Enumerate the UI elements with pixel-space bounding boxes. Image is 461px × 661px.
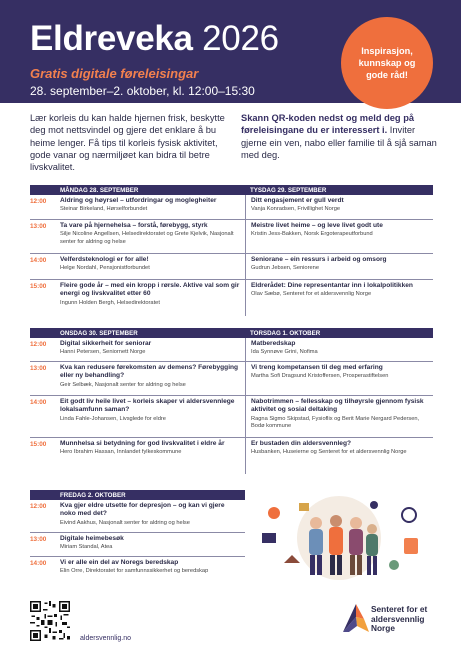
organization-name: Senteret for et aldersvennlig Norge: [371, 604, 428, 633]
lecture-cell: Aldring og høyrsel – utfordringar og moglegheiter Steinar Birkeland, Hørselforbundet: [60, 197, 217, 213]
lecture-cell: Digital sikkerheit for seniorar Hanni Petersen, Seniornett Norge: [60, 340, 152, 356]
page-title: Eldreveka 2026: [30, 19, 279, 58]
lecture-cell: Ditt engasjement er gull verdt Vanja Konradsen, Frivillighet Norge: [245, 195, 433, 219]
lecture-cell: Kva kan redusere førekomsten av demens? Førebygging eller ny behandling? Geir Selbæk, Nasjonalt senter for aldring og helse: [60, 364, 239, 388]
lecture-cell: Kva gjer eldre utsette for depresjon – og kan vi gjere noko med det? Eivind Aakhus, Nasjonalt senter for aldring og helse: [60, 502, 225, 526]
lecture-cell: Vi er alle ein del av Noregs beredskap Elin Orre, Direktoratet for samfunnssikkerhet og beredskap: [60, 559, 209, 575]
schedule-row: 13:00 Kva kan redusere førekomsten av demens? Førebygging eller ny behandling? Geir Selbæk, Nasjonalt senter for aldring og helse Vi treng kompetansen til deg med erfaring Martha Sofi Dragsund Kristoffersen, Prosperastiftelsen: [30, 362, 433, 396]
lecture-cell: Eldrerådet: Dine representantar inn i lokalpolitikken Olav Sæbø, Senteret for et aldersvennlig Norge: [245, 280, 433, 316]
organization-logo: [343, 604, 369, 634]
lecture-cell: Digitale heimebesøk Miriam Standal, Atea: [60, 535, 124, 551]
schedule-row: 12:00 Aldring og høyrsel – utfordringar og moglegheiter Steinar Birkeland, Hørselforbundet Ditt engasjement er gull verdt Vanja Konradsen, Frivillighet Norge: [30, 195, 433, 220]
signup-text: Skann QR-koden nedst og meld deg på føreleisingane du er interessert i. Inviter gjerne ein ven, nabo eller familie til å sjå saman med deg.: [241, 113, 437, 160]
schedule-row: 12:00 Digital sikkerheit for seniorar Hanni Petersen, Seniornett Norge Matberedskap Ida Synnøve Grini, Nofima: [30, 338, 433, 362]
day-header: ONSDAG 30. SEPTEMBER TORSDAG 1. OKTOBER: [30, 328, 433, 338]
lecture-cell: Fleire gode år – med ein kropp i rørsle. Aktive val som gir energi og livskvalitet etter 60 Ingunn Holden Bergh, Helsedirektoratet: [60, 282, 240, 306]
schedule-row: 15:00 Munnhelsa si betydning for god livskvalitet i eldre år Hero Ibrahim Hassan, Innlandet fylkeskommune Er bustaden din aldersvennleg? Husbanken, Huseierne og Senteret for et aldersvennlig Norge: [30, 438, 433, 474]
schedule-row: 14:00 Velferdsteknologi er for alle! Helge Nordahl, Pensjonistforbundet Seniorane – ein ressurs i arbeid og omsorg Gudrun Jebsen, Seniorene: [30, 254, 433, 280]
schedule-row: 13:00 Ta vare på hjernehelsa – forstå, førebygg, styrk Silje Nicoline Angellsen, Helsedirektoratet og Grete Kjelvik, Nasjonalt senter for aldring og helse Meistre livet heime – og leve livet godt ute Kristin Jess-Bakken, Norsk Ergoterapeutforbund: [30, 220, 433, 254]
schedule-block-mon-tue: [30, 185, 433, 316]
schedule-row: 14:00 Eit godt liv heile livet – korleis skaper vi aldersvennlege lokalsamfunn saman? Linda Fahle-Johansen, Livsglede for eldre Nabotrimmen – fellesskap og tilhøyrsle gjennom fysisk aktivitet og sosial deltaking Ragna Sigmo Skipstad, Fysioflix og Berit Marie Nergard Pedersen, Bodø kommune: [30, 396, 433, 438]
day-header: MÅNDAG 28. SEPTEMBER TYSDAG 29. SEPTEMBER: [30, 185, 433, 195]
lecture-cell: Ta vare på hjernehelsa – forstå, førebygg, styrk Silje Nicoline Angellsen, Helsedirektoratet og Grete Kjelvik, Nasjonalt senter for aldring og helse: [60, 222, 234, 245]
lecture-cell: Seniorane – ein ressurs i arbeid og omsorg Gudrun Jebsen, Seniorene: [245, 254, 433, 279]
lecture-cell: Eit godt liv heile livet – korleis skaper vi aldersvennlege lokalsamfunn saman? Linda Fahle-Johansen, Livsglede for eldre: [60, 398, 235, 422]
qr-code[interactable]: [30, 601, 70, 641]
seniors-illustration: [244, 493, 434, 581]
schedule-block-fri: [30, 490, 245, 583]
lecture-cell: Velferdsteknologi er for alle! Helge Nordahl, Pensjonistforbundet: [60, 256, 150, 272]
intro-text: Lær korleis du kan halde hjernen frisk, beskytte deg mot nettsvindel og gjere det enklare å bu heime lenger. Få tips til korleis fysisk aktivitet, gode vanar og nærmiljøet kan bidra til betre livskvalitet.: [30, 113, 225, 173]
subtitle: Gratis digitale føreleisingar: [30, 66, 199, 81]
schedule-row: 14:00 Vi er alle ein del av Noregs beredskap Elin Orre, Direktoratet for samfunnssikkerhet og beredskap: [30, 557, 245, 583]
schedule-row: 13:00 Digitale heimebesøk Miriam Standal, Atea: [30, 533, 245, 557]
lecture-cell: Matberedskap Ida Synnøve Grini, Nofima: [245, 338, 433, 361]
schedule-row: 15:00 Fleire gode år – med ein kropp i rørsle. Aktive val som gir energi og livskvalitet etter 60 Ingunn Holden Bergh, Helsedirektoratet Eldrerådet: Dine representantar inn i lokalpolitikken Olav Sæbø, Senteret for et aldersvennlig Norge: [30, 280, 433, 316]
lecture-cell: Meistre livet heime – og leve livet godt ute Kristin Jess-Bakken, Norsk Ergoterapeutforbund: [245, 220, 433, 253]
tagline-bubble: Inspirasjon, kunnskap og gode råd!: [341, 17, 433, 109]
day-header: FREDAG 2. OKTOBER: [30, 490, 245, 500]
lecture-cell: Munnhelsa si betydning for god livskvalitet i eldre år Hero Ibrahim Hassan, Innlandet fylkeskommune: [60, 440, 225, 456]
schedule-block-wed-thu: [30, 328, 433, 474]
lecture-cell: Er bustaden din aldersvennleg? Husbanken, Huseierne og Senteret for et aldersvennlig Norge: [245, 438, 433, 474]
lecture-cell: Vi treng kompetansen til deg med erfaring Martha Sofi Dragsund Kristoffersen, Prosperastiftelsen: [245, 362, 433, 395]
website-link[interactable]: aldersvennlig.no: [80, 635, 131, 642]
lecture-cell: Nabotrimmen – fellesskap og tilhøyrsle gjennom fysisk aktivitet og sosial deltaking Ragna Sigmo Skipstad, Fysioflix og Berit Marie Nergard Pedersen, Bodø kommune: [245, 396, 433, 437]
schedule-row: 12:00 Kva gjer eldre utsette for depresjon – og kan vi gjere noko med det? Eivind Aakhus, Nasjonalt senter for aldring og helse: [30, 500, 245, 533]
event-dates: 28. september–2. oktober, kl. 12:00–15:30: [30, 84, 255, 98]
